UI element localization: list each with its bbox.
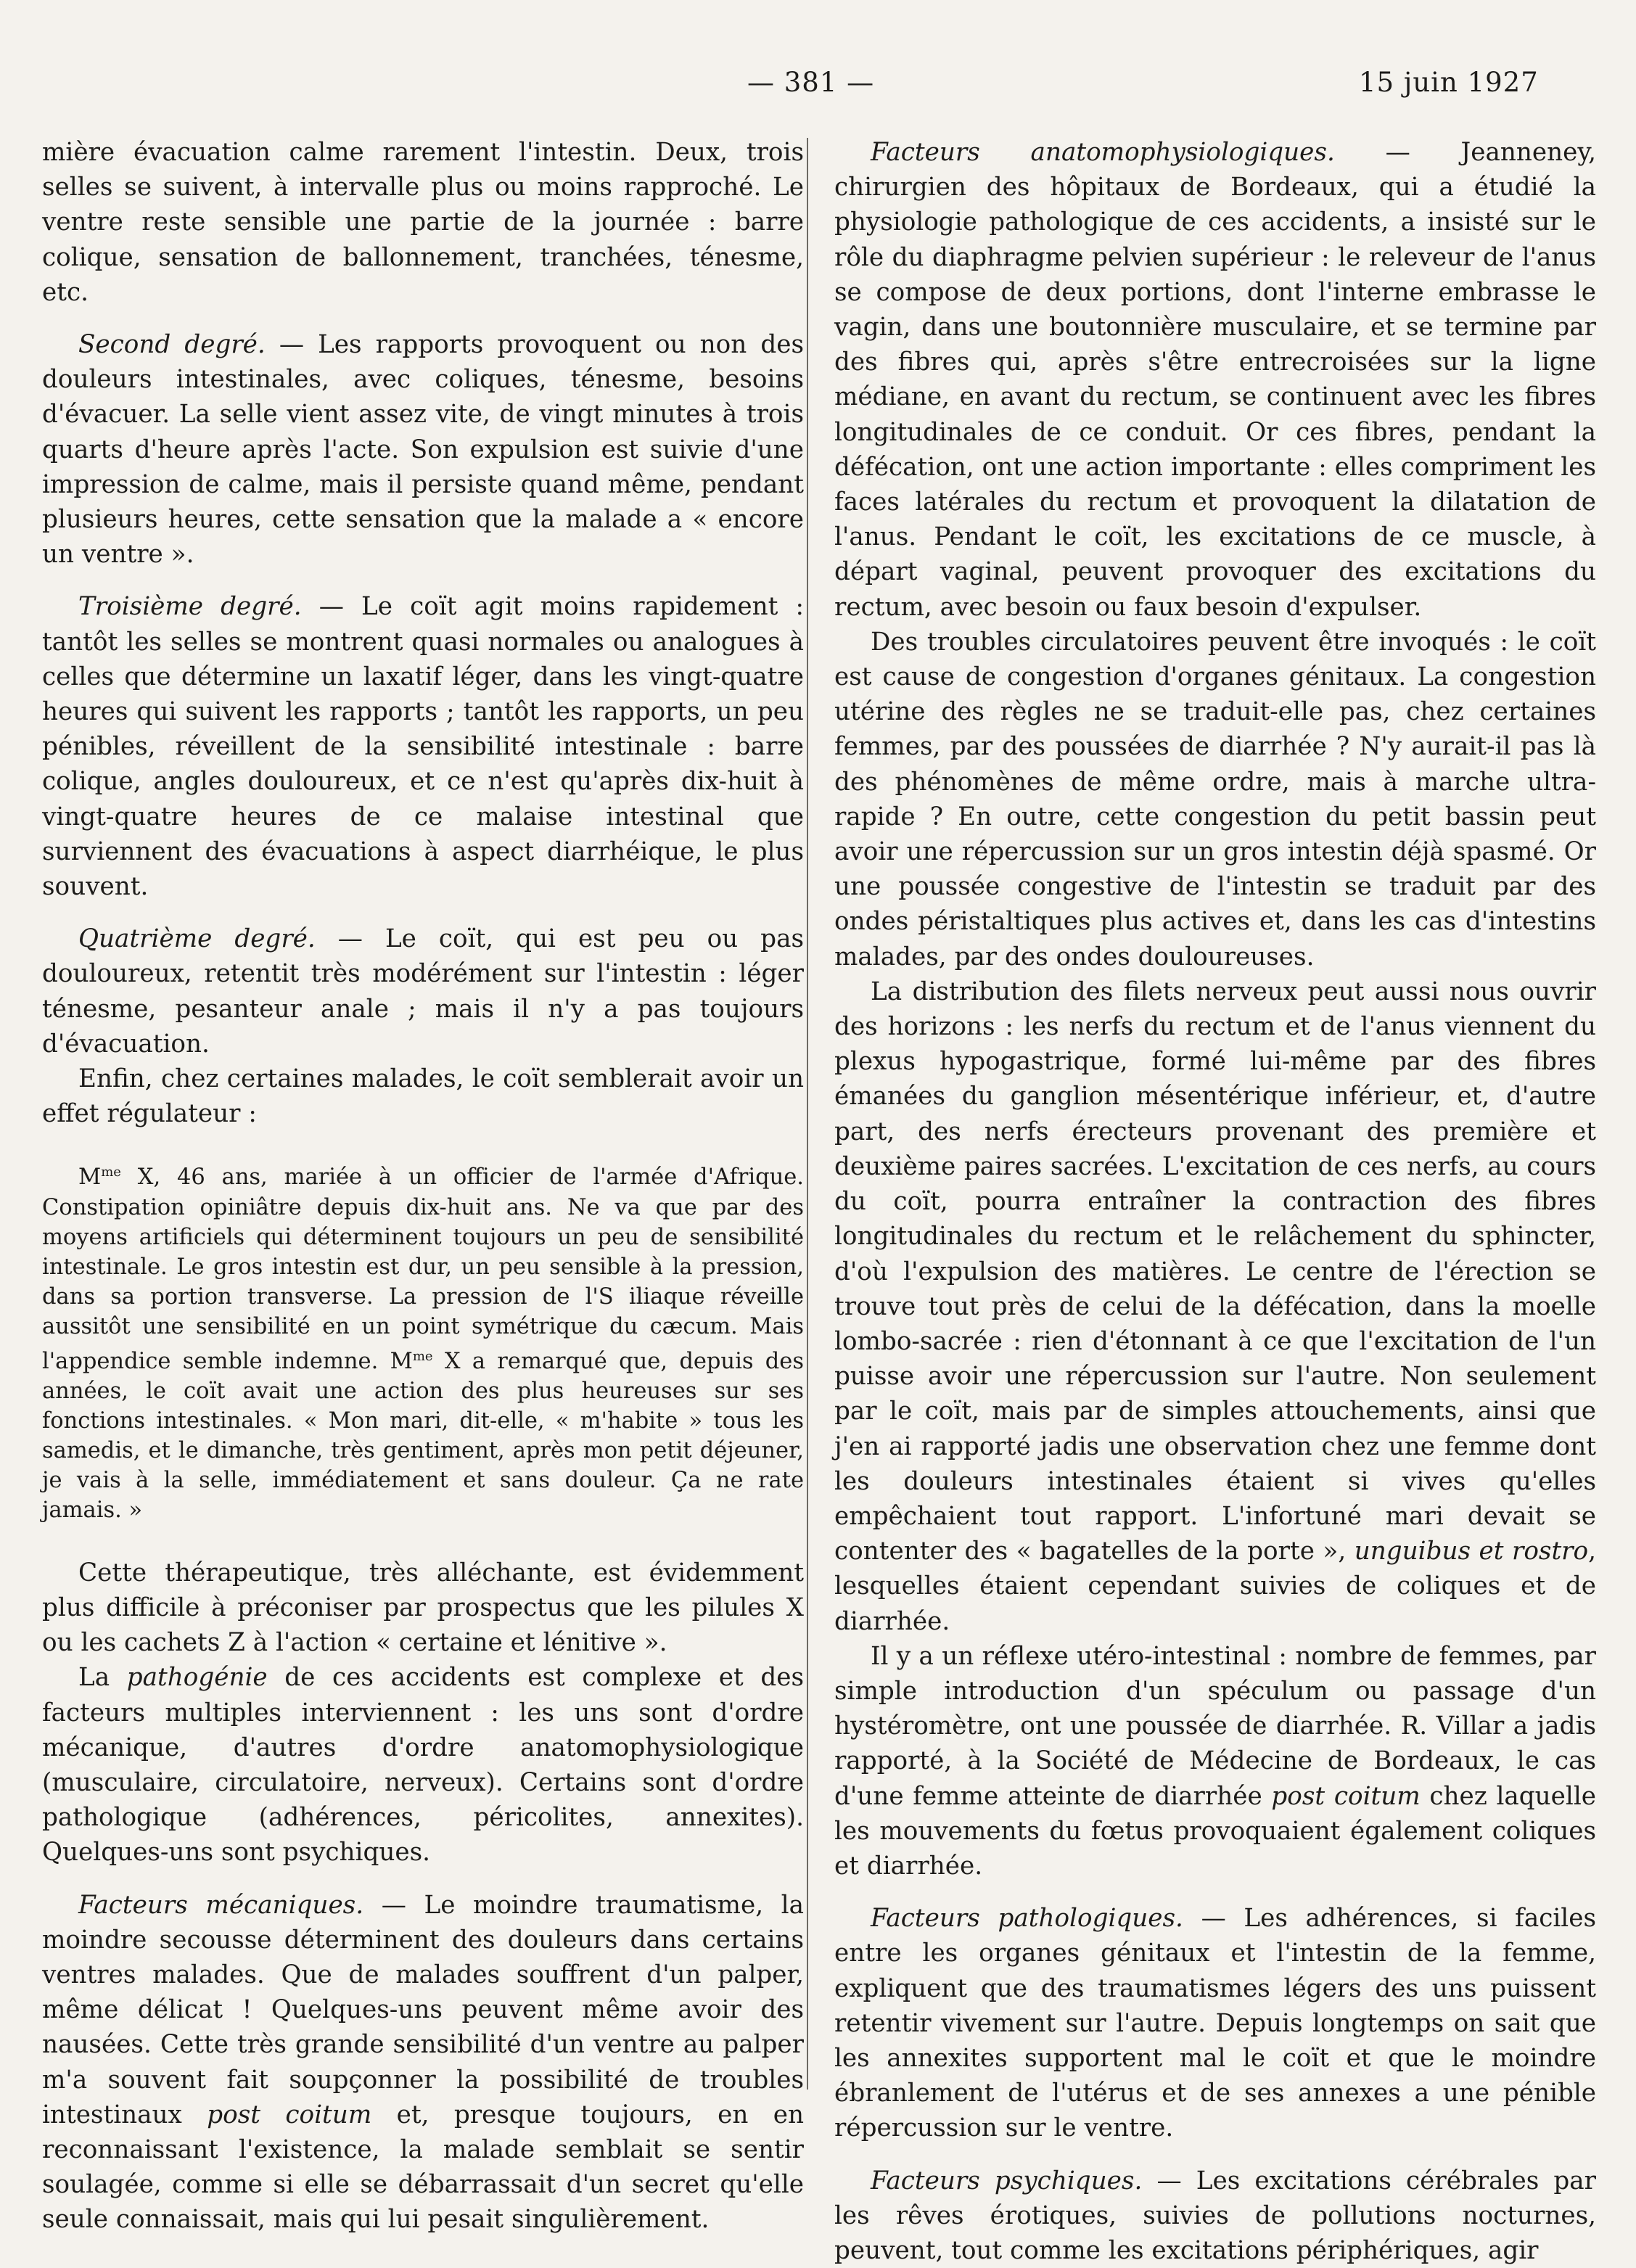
section-lead: Second degré.: [78, 330, 266, 360]
note-text: X a remarqué que, depuis des années, le coït avait une action des plus heureuses sur ses fonctions intestinales. « Mon mari, dit-elle, « m'habite » tous les samedis, et le dimanche, très gentiment, après mon petit déjeuner, je vais à la selle, immédiatement et sans douleur. Ça ne rate jamais. »: [42, 1348, 804, 1523]
page-number: — 381 —: [747, 67, 875, 98]
paragraph: mière évacuation calme rarement l'intestin. Deux, trois selles se suivent, à intervalle plus ou moins rapproché. Le ventre reste sensible une partie de la journée : barre colique, sensation de ballonnement, tranchées, ténesme, etc.: [42, 138, 804, 307]
emphasis: post coitum: [1271, 1781, 1421, 1811]
right-column: [834, 135, 1596, 2268]
running-head: [0, 67, 1636, 110]
paragraph-text: — Jeanneney, chirurgien des hôpitaux de Bordeaux, qui a étudié la physiologie pathologique de ces accidents, a insisté sur le rôle du diaphragme pelvien supérieur : le releveur de l'anus se compose de deux portions, dont l'interne embrasse le vagin, dans une boutonnière musculaire, et se termine par des fibres qui, après s'être entrecroisées sur la ligne médiane, en avant du rectum, se continuent avec les fibres longitudinales de ce conduit. Or ces fibres, pendant la défécation, ont une action importante : elles compriment les faces latérales du rectum et provoquent la dilatation de l'anus. Pendant le coït, les excitations de ce muscle, à départ vaginal, peuvent provoquer des excitations du rectum, avec besoin ou faux besoin d'expulser.: [834, 138, 1596, 622]
paragraph-text: — Le moindre traumatisme, la moindre secousse déterminent des douleurs dans certains ventres malades. Que de malades souffrent d'un palper, même délicat ! Quelques-uns peuvent même avoir des nausées. Cette très grande sensibilité d'un ventre au palper m'a souvent fait soupçonner la possibilité de troubles intestinaux: [42, 1890, 804, 2129]
paragraph-text: Il y a un réflexe utéro-intestinal : nombre de femmes, par simple introduction d'un spéculum ou passage d'un hystéromètre, ont une poussée de diarrhée. R. Villar a jadis rapporté, à la Société de Médecine de Bordeaux, le cas d'une femme atteinte de diarrhée: [834, 1641, 1596, 1811]
paragraph-text: — Le coït, qui est peu ou pas douloureux, retentit très modérément sur l'intestin : léger ténesme, pesanteur anale ; mais il n'y a pas toujours d'évacuation.: [42, 924, 804, 1059]
paragraph: [42, 327, 804, 572]
section-lead: Facteurs mécaniques.: [78, 1890, 364, 1920]
left-column: [42, 135, 804, 2238]
emphasis: post coitum: [207, 2100, 372, 2129]
paragraph-text: — Les adhérences, si faciles entre les organes génitaux et l'intestin de la femme, expliquent que des traumatismes légers des uns puissent retentir vivement sur l'autre. Depuis longtemps on sait que les annexites supportent mal le coït et que le moindre ébranlement de l'utérus et de ses annexes a une pénible répercussion sur le ventre.: [834, 1904, 1596, 2143]
note-superscript: me: [412, 1348, 433, 1364]
paragraph-text: — Les rapports provoquent ou non des douleurs intestinales, avec coliques, ténesme, besoins d'évacuer. La selle vient assez vite, de vingt minutes à trois quarts d'heure après l'acte. Son expulsion est suivie d'une impression de calme, mais il persiste quand même, pendant plusieurs heures, cette sensation que la malade a « encore un ventre ».: [42, 330, 804, 570]
note-text: X, 46 ans, mariée à un officier de l'armée d'Afrique. Constipation opiniâtre depuis dix-huit ans. Ne va que par des moyens artificiels qui déterminent toujours un peu de sensibilité intestinale. Le gros intestin est dur, un peu sensible à la pression, dans sa portion transverse. La pression de l'S iliaque réveille aussitôt une sensibilité en un point symétrique du cæcum. Mais l'appendice semble indemne. M: [42, 1164, 804, 1374]
column-divider: [807, 138, 808, 2090]
paragraph: [42, 589, 804, 904]
section-lead: Facteurs psychiques.: [871, 2166, 1143, 2195]
section-lead: Quatrième degré.: [78, 924, 316, 954]
paragraph-text: La distribution des filets nerveux peut aussi nous ouvrir des horizons : les nerfs du rectum et de l'anus viennent du plexus hypogastrique, formé lui-même par des fibres émanées du ganglion mésentérique inférieur, et, d'autre part, des nerfs érecteurs provenant des première et deuxième paires sacrées. L'excitation de ces nerfs, au cours du coït, pourra entraîner la contraction des fibres longitudinales du rectum et le relâchement du sphincter, d'où l'expulsion des matières. Le centre de l'érection se trouve tout près de celui de la défécation, dans la moelle lombo-sacrée : rien d'étonnant à ce que l'excitation de l'un puisse avoir une répercussion sur l'autre. Non seulement par le coït, mais par de simples attouchements, ainsi que j'en ai rapporté jadis une observation chez une femme dont les douleurs intestinales étaient si vives qu'elles empêchaient tout rapport. L'infortuné mari devait se contenter des « bagatelles de la porte »,: [834, 977, 1596, 1566]
note-superscript: me: [101, 1164, 121, 1180]
paragraph: [834, 135, 1596, 625]
paragraph-text: La: [78, 1663, 127, 1693]
paragraph: [834, 974, 1596, 1639]
paragraph-text: de ces accidents est complexe et des facteurs multiples interviennent : les uns sont d'ordre mécanique, d'autres d'ordre anatomophysiologique (musculaire, circulatoire, nerveux). Certains sont d'ordre pathologique (adhérences, péricolites, annexites). Quelques-uns sont psychiques.: [42, 1663, 804, 1868]
paragraph: [42, 921, 804, 1061]
paragraph: [42, 1660, 804, 1870]
emphasis: pathogénie: [126, 1663, 268, 1693]
paragraph: Des troubles circulatoires peuvent être invoqués : le coït est cause de congestion d'organes génitaux. La congestion utérine des règles ne se traduit-elle pas, chez certaines femmes, par des poussées de diarrhée ? N'y aurait-il pas là des phénomènes de même ordre, mais à marche ultra-rapide ? En outre, cette congestion du petit bassin peut avoir une répercussion sur un gros intestin déjà spasmé. Or une poussée congestive de l'intestin se traduit par des ondes péristaltiques plus actives et, dans les cas d'intestins malades, par des ondes douloureuses.: [834, 627, 1596, 971]
paragraph: [834, 1901, 1596, 2145]
paragraph: [834, 1639, 1596, 1883]
paragraph-text: et, presque toujours, en en reconnaissant l'existence, la malade semblait se sentir soulagée, comme si elle se débarrassait d'un secret qu'elle seule connaissait, mais qui lui pesait singulièrement.: [42, 2100, 805, 2235]
section-lead: Troisième degré.: [78, 592, 302, 622]
paragraph: Enfin, chez certaines malades, le coït semblerait avoir un effet régulateur :: [42, 1064, 804, 1129]
paragraph-text: chez laquelle les mouvements du fœtus provoquaient également coliques et diarrhée.: [834, 1781, 1597, 1881]
paragraph: [834, 2164, 1596, 2268]
paragraph-text: — Les excitations cérébrales par les rêves érotiques, suivies de pollutions nocturnes, peuvent, tout comme les excitations périphériques, agir: [834, 2166, 1597, 2265]
paragraph: [42, 1888, 804, 2238]
issue-date: 15 juin 1927: [1359, 67, 1539, 98]
note-text: M: [78, 1164, 102, 1191]
section-lead: Facteurs anatomophysiologiques.: [871, 138, 1335, 167]
section-lead: Facteurs pathologiques.: [871, 1904, 1183, 1934]
paragraph-text: — Le coït agit moins rapidement : tantôt les selles se montrent quasi normales ou analogues à celles que détermine un laxatif léger, dans les vingt-quatre heures qui suivent les rapports ; tantôt les rapports, un peu pénibles, réveillent de la sensibilité intestinale : barre colique, angles douloureux, et ce n'est qu'après dix-huit à vingt-quatre heures de ce malaise intestinal que surviennent des évacuations à aspect diarrhéique, le plus souvent.: [42, 592, 804, 902]
emphasis: unguibus et rostro: [1354, 1537, 1589, 1566]
paragraph-text: , lesquelles étaient cependant suivies de coliques et de diarrhée.: [834, 1537, 1596, 1636]
paragraph: Cette thérapeutique, très alléchante, est évidemment plus difficile à préconiser par prospectus que les pilules X ou les cachets Z à l'action « certaine et lénitive ».: [42, 1558, 804, 1658]
case-note: [42, 1157, 804, 1524]
